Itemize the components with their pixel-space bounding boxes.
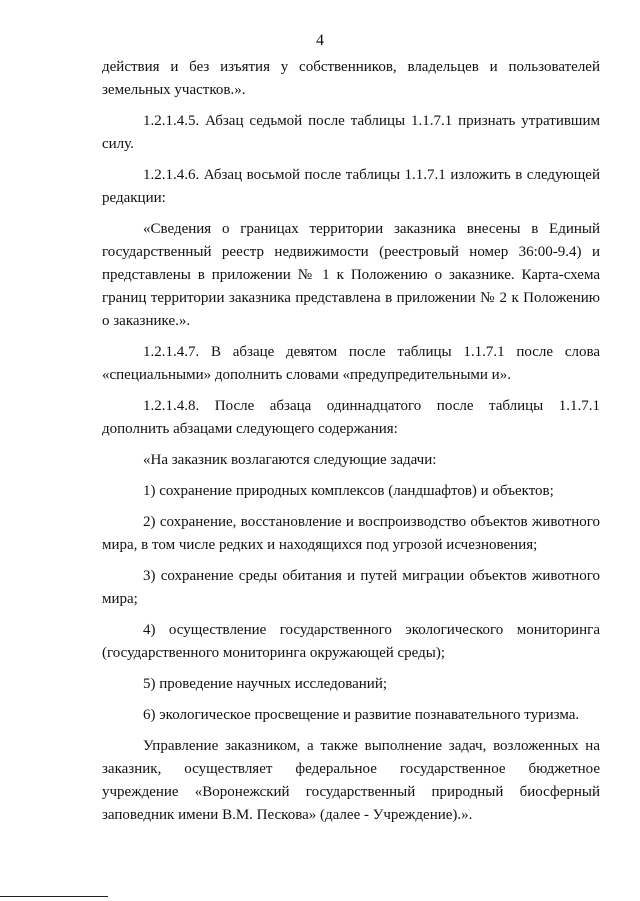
- document-body: [102, 56, 600, 835]
- paragraph-item-1-2-1-4-7: 1.2.1.4.7. В абзаце девятом после таблицы 1.1.7.1 после слова «специальными» дополнить словами «предупредительными и».: [102, 344, 600, 383]
- page-number: 4: [316, 32, 324, 49]
- list-item-task-2: 2) сохранение, восстановление и воспроизводство объектов животного мира, в том числе редких и находящихся под угрозой исчезновения;: [102, 514, 600, 553]
- list-item-task-1: 1) сохранение природных комплексов (ландшафтов) и объектов;: [143, 483, 554, 499]
- list-item-task-4: 4) осуществление государственного экологического мониторинга (государственного мониторинга окружающей среды);: [102, 622, 600, 661]
- footer-rule: [0, 896, 108, 897]
- list-item-task-5: 5) проведение научных исследований;: [143, 676, 388, 692]
- paragraph-management: Управление заказником, а также выполнение задач, возложенных на заказник, осуществляет федеральное государственное бюджетное учреждение «Воронежский государственный природный биосферный заповедник имени В.М. Пескова» (далее - Учреждение).».: [102, 738, 600, 823]
- paragraph-item-1-2-1-4-8: 1.2.1.4.8. После абзаца одиннадцатого после таблицы 1.1.7.1 дополнить абзацами следующего содержания:: [102, 398, 600, 437]
- paragraph-quote-boundaries: «Сведения о границах территории заказника внесены в Единый государственный реестр недвижимости (реестровый номер 36:00-9.4) и представлены в приложении № 1 к Положению о заказнике. Карта-схема границ территории заказника представлена в приложении № 2 к Положению о заказнике.».: [102, 221, 600, 329]
- paragraph-item-1-2-1-4-5: 1.2.1.4.5. Абзац седьмой после таблицы 1.1.7.1 признать утратившим силу.: [102, 113, 600, 152]
- list-item-task-3: 3) сохранение среды обитания и путей миграции объектов животного мира;: [102, 568, 600, 607]
- paragraph-continuation: действия и без изъятия у собственников, владельцев и пользователей земельных участков.».: [102, 59, 600, 98]
- list-item-task-6: 6) экологическое просвещение и развитие познавательного туризма.: [143, 707, 580, 723]
- paragraph-tasks-intro: «На заказник возлагаются следующие задачи:: [143, 452, 437, 468]
- paragraph-item-1-2-1-4-6: 1.2.1.4.6. Абзац восьмой после таблицы 1.1.7.1 изложить в следующей редакции:: [102, 167, 600, 206]
